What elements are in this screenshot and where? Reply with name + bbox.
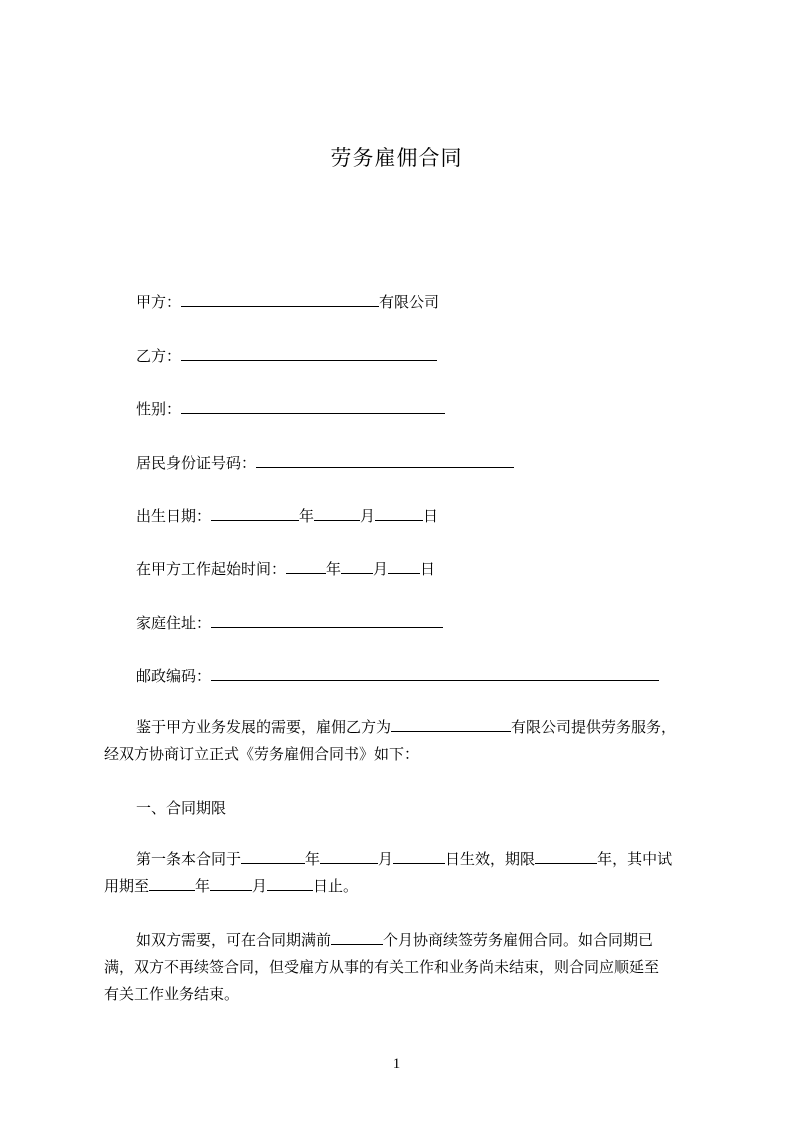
party-a-field — [136, 291, 439, 312]
renewal-months-blank[interactable] — [331, 929, 383, 945]
article-1-paragraph — [104, 846, 700, 900]
start-year-blank[interactable] — [286, 558, 326, 574]
postal-code-field — [136, 665, 659, 686]
document-title: 劳务雇佣合同 — [330, 146, 463, 170]
address-label: 家庭住址： — [136, 614, 212, 632]
start-month-unit: 月 — [373, 560, 389, 578]
birth-month-unit: 月 — [360, 507, 376, 525]
section-heading-term: 一、合同期限 — [136, 799, 227, 817]
birth-date-label: 出生日期： — [136, 507, 212, 525]
effective-month-blank[interactable] — [320, 848, 378, 864]
intro-line-2: 经双方协商订立正式《劳务雇佣合同书》如下： — [104, 745, 420, 763]
effective-day-blank[interactable] — [393, 848, 445, 864]
probation-year-unit: 年 — [195, 877, 211, 895]
birth-month-blank[interactable] — [314, 505, 360, 521]
start-day-blank[interactable] — [388, 558, 420, 574]
renewal-text-a: 如双方需要，可在合同期满前 — [136, 931, 332, 949]
birth-day-blank[interactable] — [375, 505, 423, 521]
id-number-blank[interactable] — [256, 452, 514, 468]
address-blank[interactable] — [211, 612, 443, 628]
id-number-label: 居民身份证号码： — [136, 454, 257, 472]
birth-day-unit: 日 — [423, 507, 439, 525]
birth-year-blank[interactable] — [211, 505, 299, 521]
birth-date-field — [136, 505, 438, 526]
term-text: 年，其中试 — [597, 850, 673, 868]
renewal-line-1 — [104, 927, 700, 954]
start-month-blank[interactable] — [341, 558, 373, 574]
party-b-label: 乙方： — [136, 347, 182, 365]
article-1-text: 第一条本合同于 — [136, 850, 242, 868]
renewal-paragraph — [104, 927, 700, 1008]
probation-text: 用期至 — [104, 877, 150, 895]
gender-label: 性别： — [136, 400, 182, 418]
article-1-line-2 — [104, 873, 700, 900]
gender-field — [136, 398, 445, 419]
start-year-unit: 年 — [326, 560, 342, 578]
id-number-field — [136, 452, 514, 473]
start-date-label: 在甲方工作起始时间： — [136, 560, 287, 578]
gender-blank[interactable] — [181, 398, 445, 414]
intro-text-b: 有限公司提供劳务服务， — [511, 718, 677, 736]
effective-month-unit: 月 — [378, 850, 394, 868]
start-day-unit: 日 — [420, 560, 436, 578]
intro-paragraph — [104, 714, 700, 768]
probation-day-blank[interactable] — [267, 875, 313, 891]
party-a-suffix: 有限公司 — [379, 293, 440, 311]
probation-year-blank[interactable] — [149, 875, 195, 891]
effective-year-unit: 年 — [305, 850, 321, 868]
party-b-field — [136, 345, 437, 366]
term-years-blank[interactable] — [535, 848, 597, 864]
effective-day-text: 日生效，期限 — [445, 850, 536, 868]
article-1-line-1 — [104, 846, 700, 873]
effective-year-blank[interactable] — [241, 848, 305, 864]
birth-year-unit: 年 — [299, 507, 315, 525]
renewal-line-3: 有关工作业务结束。 — [104, 985, 240, 1003]
party-a-blank[interactable] — [181, 291, 379, 307]
address-field — [136, 612, 443, 633]
renewal-text-b: 个月协商续签劳务雇佣合同。如合同期已 — [383, 931, 654, 949]
company-blank[interactable] — [391, 716, 511, 732]
postal-code-label: 邮政编码： — [136, 667, 212, 685]
start-date-field — [136, 558, 435, 579]
probation-end-text: 日止。 — [313, 877, 359, 895]
intro-line-1 — [104, 714, 700, 741]
postal-code-blank[interactable] — [211, 665, 659, 681]
page-number: 1 — [392, 1056, 401, 1072]
party-a-label: 甲方： — [136, 293, 182, 311]
probation-month-blank[interactable] — [210, 875, 252, 891]
probation-month-unit: 月 — [252, 877, 268, 895]
intro-text-a: 鉴于甲方业务发展的需要，雇佣乙方为 — [136, 718, 392, 736]
renewal-line-2: 满，双方不再续签合同，但受雇方从事的有关工作和业务尚未结束，则合同应顺延至 — [104, 958, 660, 976]
party-b-blank[interactable] — [181, 345, 437, 361]
